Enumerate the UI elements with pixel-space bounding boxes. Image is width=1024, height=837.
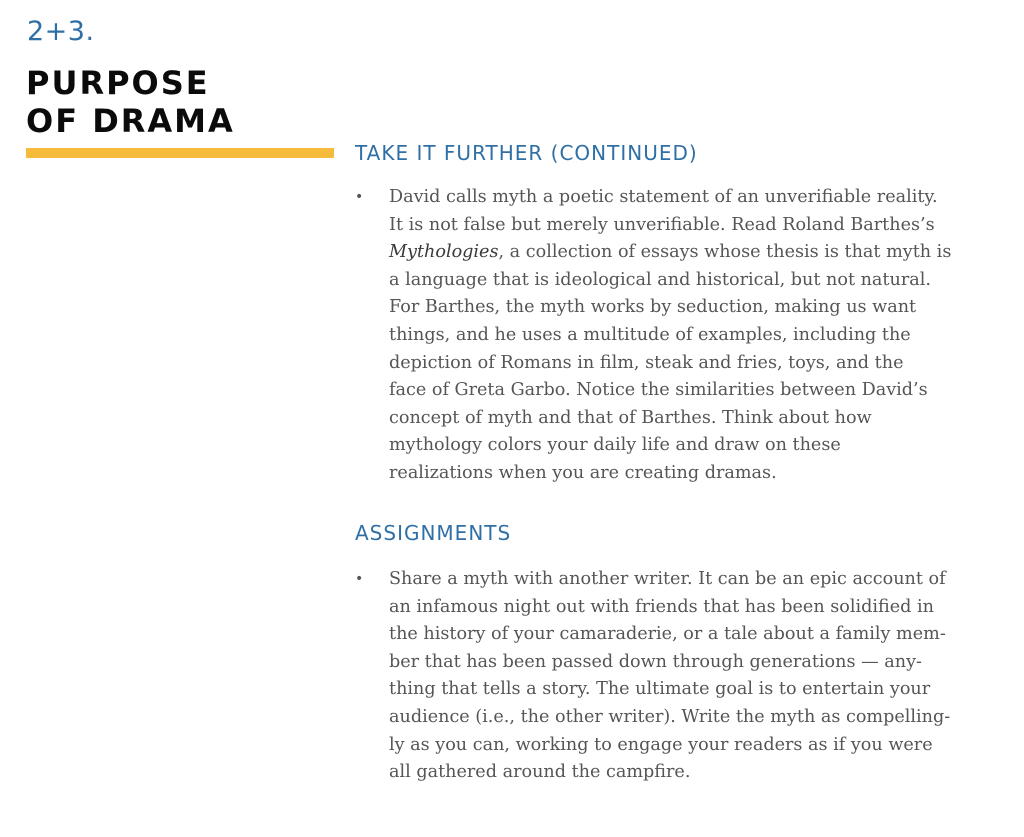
text-line: depiction of Romans in film, steak and fries, toys, and the [389,352,904,373]
text-line: ly as you can, working to engage your readers as if you were [389,734,933,755]
text-line: Share a myth with another writer. It can be an epic account of [389,569,946,589]
text-line: It is not false but merely unverifiable. Read Roland Barthes’s [389,214,935,235]
text-line: all gathered around the campfire. [389,762,691,783]
chapter-title: PURPOSE OF DRAMA [26,64,235,140]
accent-bar [26,148,334,158]
book-title-mythologies: Mythologies [389,242,499,263]
text-line: realizations when you are creating dramas. [389,462,777,483]
text-fragment: , a collection of essays whose thesis is that myth is [498,242,952,263]
section-heading-assignments: ASSIGNMENTS [355,521,512,545]
paragraph-text [389,184,1009,488]
text-line: things, and he uses a multitude of examples, including the [389,324,911,345]
section-heading-take-it-further: TAKE IT FURTHER (CONTINUED) [355,141,698,165]
text-line: an infamous night out with friends that has been solidified in [389,596,934,617]
text-line: the history of your camaraderie, or a tale about a family mem- [389,624,946,645]
chapter-number: 2+3. [27,16,95,47]
text-line: For Barthes, the myth works by seduction, making us want [389,297,917,318]
text-line: mythology colors your daily life and draw on these [389,435,841,456]
text-line: a language that is ideological and historical, but not natural. [389,269,931,290]
bullet-icon: • [355,571,364,587]
text-line: David calls myth a poetic statement of an unverifiable reality. [389,187,938,207]
paragraph-text [389,566,1009,787]
text-line: face of Greta Garbo. Notice the similarities between David’s [389,380,928,401]
text-line: ber that has been passed down through generations — any- [389,651,922,672]
text-line: thing that tells a story. The ultimate goal is to entertain your [389,679,931,700]
text-line [389,239,1009,267]
text-line: concept of myth and that of Barthes. Think about how [389,407,872,428]
text-line: audience (i.e., the other writer). Write the myth as compelling- [389,706,951,727]
bullet-icon: • [355,189,364,205]
